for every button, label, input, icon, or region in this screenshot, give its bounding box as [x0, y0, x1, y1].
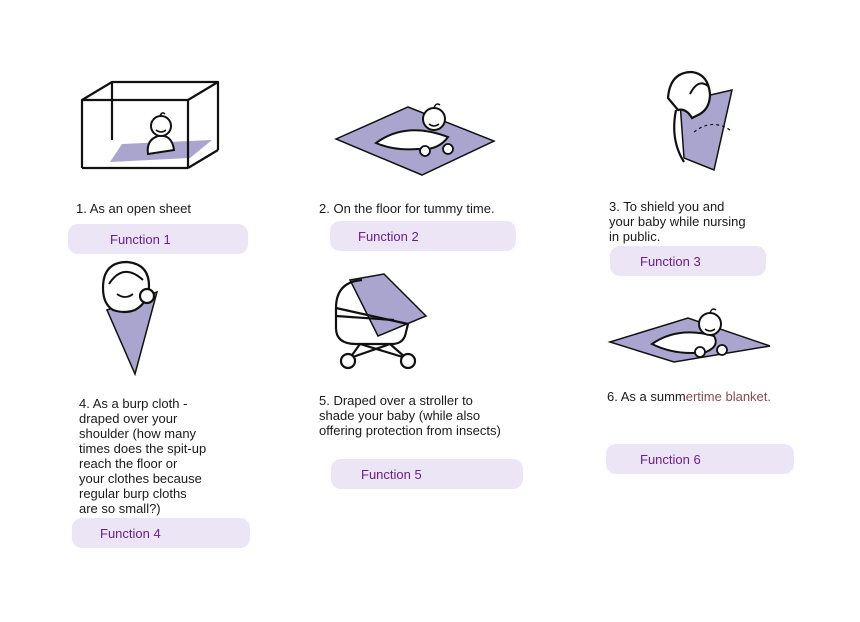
caption-6: [607, 389, 771, 404]
caption-1: 1. As an open sheet: [76, 201, 191, 216]
function-3-button[interactable]: [610, 246, 766, 276]
caption-3: 3. To shield you and your baby while nursing in public.: [609, 199, 746, 244]
function-1-button[interactable]: [68, 224, 248, 254]
summer-blanket-icon: [606, 300, 774, 370]
function-2-button[interactable]: [330, 221, 516, 251]
function-6-button[interactable]: [606, 444, 794, 474]
function-1-label: Function 1: [110, 231, 171, 247]
floor-blanket-icon: [330, 95, 500, 185]
crib-icon: [70, 70, 230, 190]
function-5-label: Function 5: [361, 466, 422, 482]
caption-5: 5. Draped over a stroller to shade your baby (while also offering protection from insects): [319, 393, 501, 438]
nursing-cover-icon: [650, 66, 750, 176]
function-4-button[interactable]: [72, 518, 250, 548]
function-3-label: Function 3: [640, 253, 701, 269]
caption-4: 4. As a burp cloth - draped over your shoulder (how many times does the spit-up reach the floor or your clothes because regular burp cloths are so small?): [79, 396, 207, 516]
caption-2: 2. On the floor for tummy time.: [319, 201, 495, 216]
stroller-icon: [322, 270, 432, 375]
function-2-label: Function 2: [358, 228, 419, 244]
function-6-label: Function 6: [640, 451, 701, 467]
caption-6-tail: ertime blanket.: [685, 389, 772, 404]
function-5-button[interactable]: [331, 459, 523, 489]
caption-6-main: 6. As a summ: [607, 389, 686, 404]
burp-cloth-icon: [95, 258, 175, 378]
function-4-label: Function 4: [100, 525, 161, 541]
